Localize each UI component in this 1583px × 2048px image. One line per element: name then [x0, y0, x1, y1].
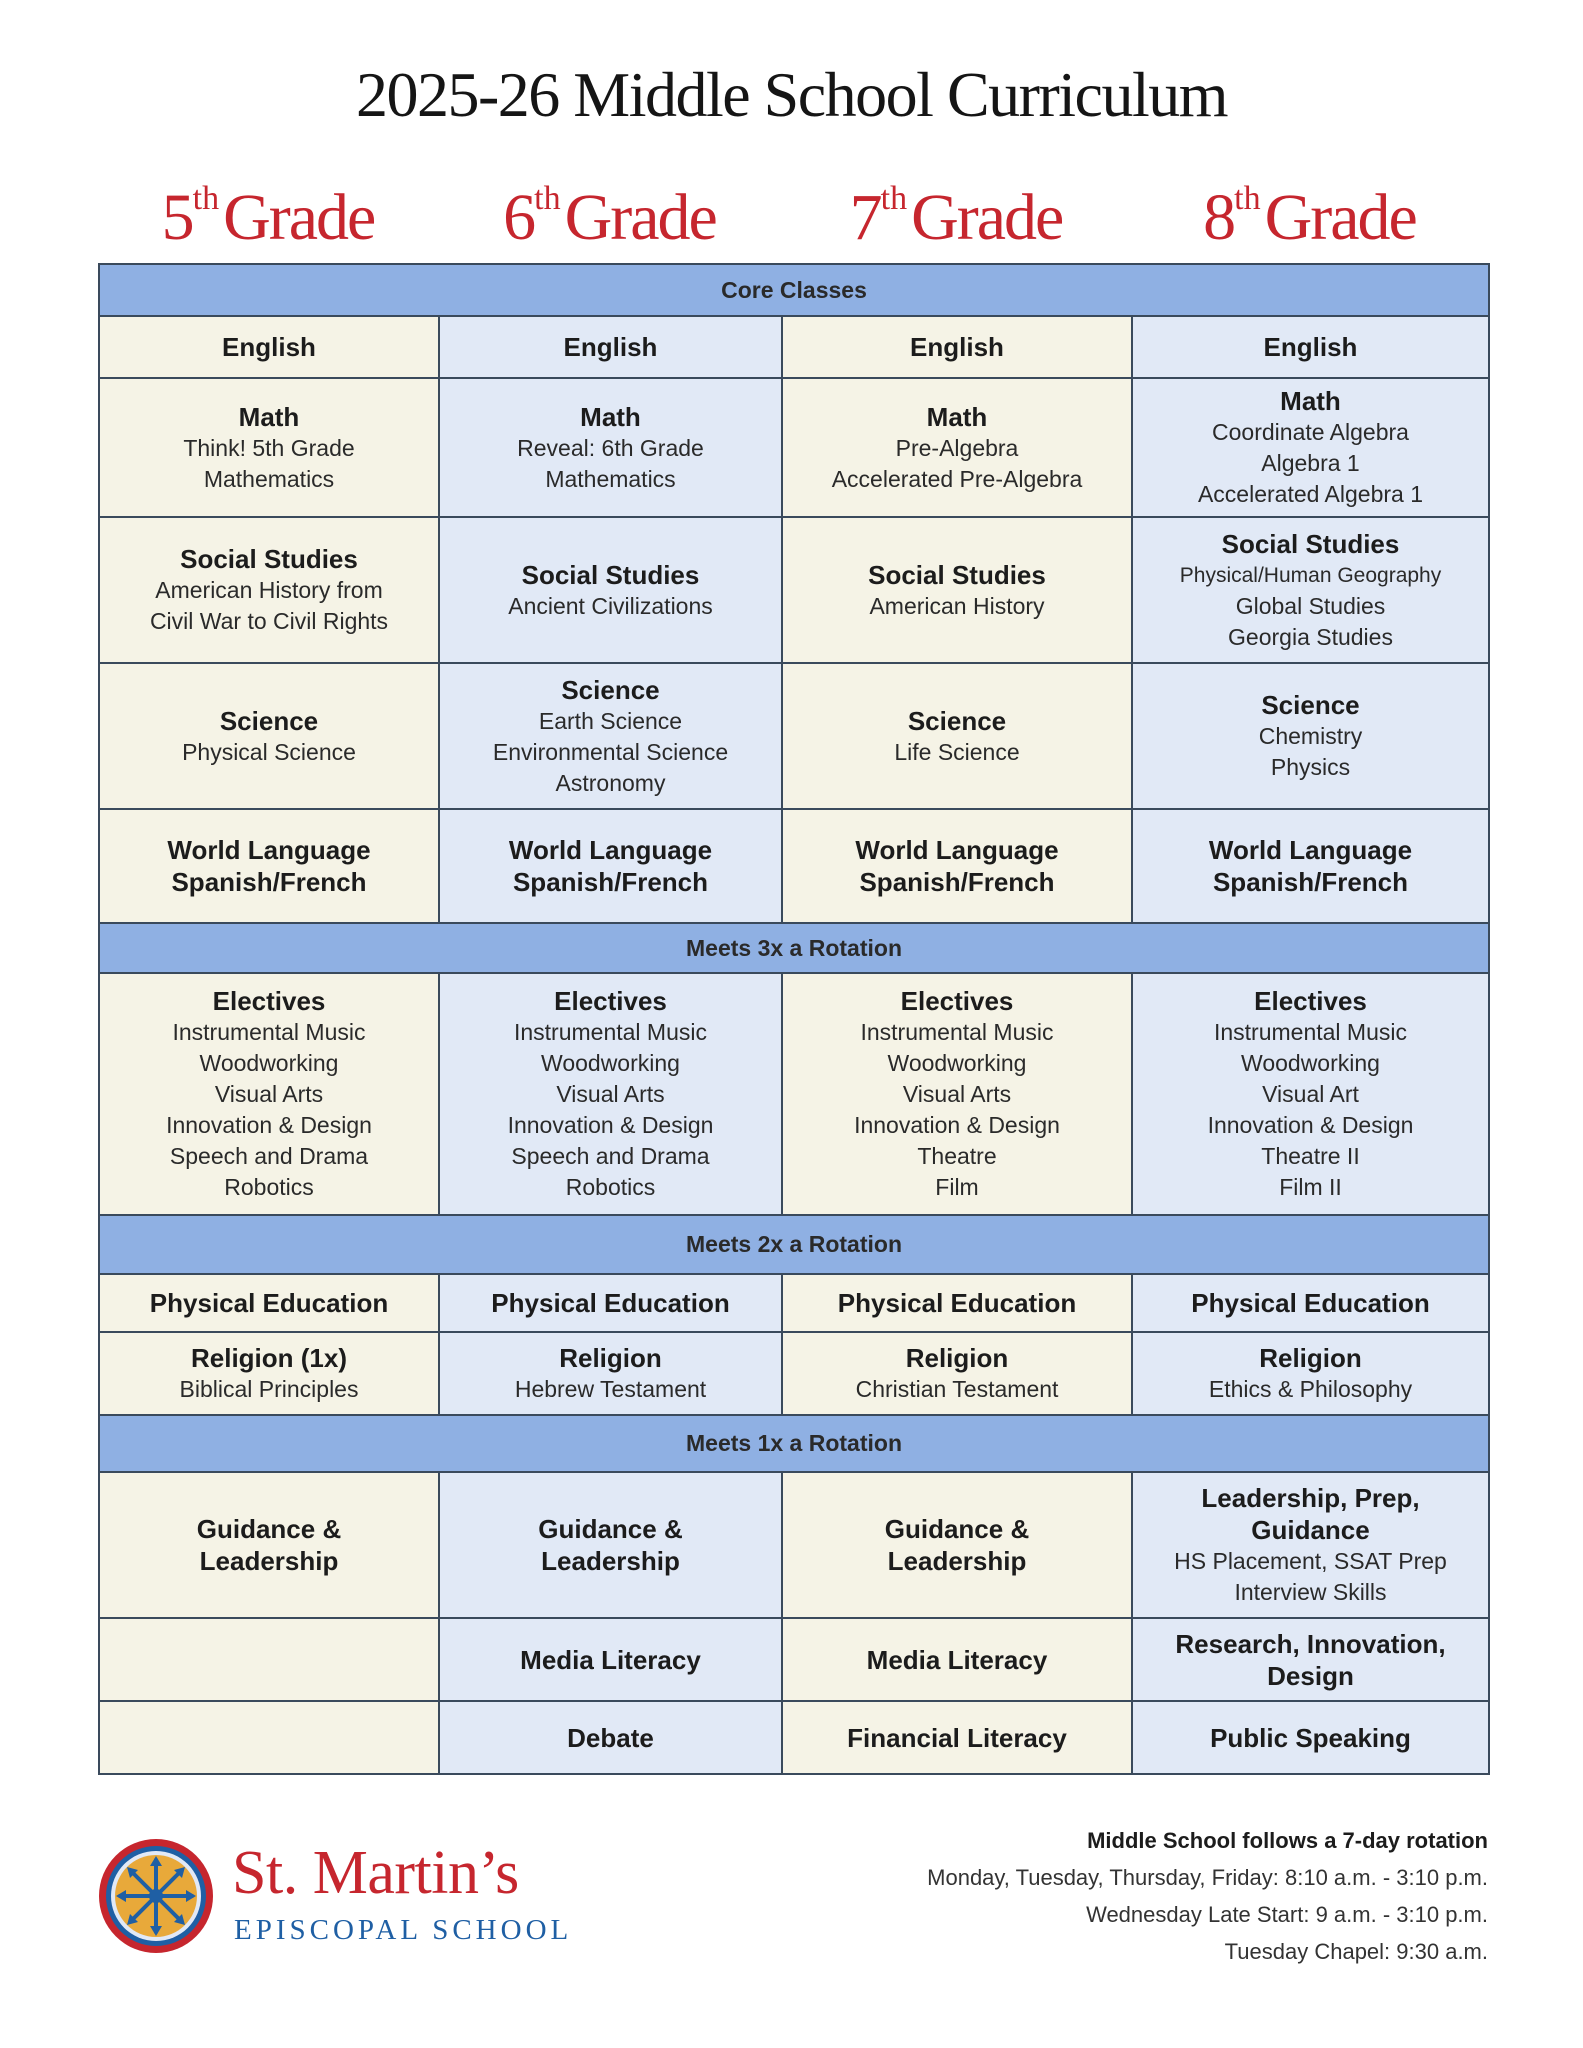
- course-detail: Ethics & Philosophy: [1208, 1376, 1413, 1402]
- course-title: Social Studies: [180, 544, 358, 574]
- subject-row: [99, 316, 1489, 378]
- schedule-line: Monday, Tuesday, Thursday, Friday: 8:10 a.m. - 3:10 p.m.: [927, 1865, 1488, 1890]
- course-cell: [439, 973, 782, 1215]
- course-cell: [1132, 1332, 1489, 1415]
- course-detail: Civil War to Civil Rights: [149, 608, 389, 634]
- course-cell: [1132, 316, 1489, 378]
- course-title: Leadership: [199, 1546, 339, 1576]
- course-title: Science: [907, 705, 1007, 736]
- course-detail: Physical Science: [182, 738, 356, 765]
- course-title: Social Studies: [1221, 528, 1400, 559]
- course-cell: [439, 1332, 782, 1415]
- course-title: Financial Literacy: [847, 1722, 1067, 1753]
- course-detail: Visual Art: [1262, 1081, 1359, 1107]
- subject-row: [99, 1618, 1489, 1701]
- course-detail: Innovation & Design: [854, 1112, 1060, 1138]
- course-cell: [782, 316, 1132, 378]
- course-title: Physical Education: [491, 1288, 730, 1318]
- course-title: Religion: [905, 1343, 1009, 1373]
- course-cell: [99, 1618, 439, 1701]
- course-detail: Speech and Drama: [169, 1143, 369, 1169]
- course-detail: Hebrew Testament: [514, 1376, 707, 1402]
- course-cell: [782, 1332, 1132, 1415]
- course-detail: Physical/Human Geography: [1179, 563, 1442, 587]
- section-row: [99, 1415, 1489, 1472]
- course-detail: Astronomy: [555, 769, 666, 796]
- course-cell: [1132, 1274, 1489, 1332]
- course-detail: Reveal: 6th Grade: [517, 434, 704, 461]
- school-name: St. Martin’s: [232, 1839, 519, 1907]
- section-header: Meets 2x a Rotation: [99, 1215, 1489, 1274]
- course-cell: [439, 809, 782, 923]
- course-cell: [782, 809, 1132, 923]
- course-title: Media Literacy: [520, 1644, 701, 1675]
- course-cell: [99, 663, 439, 809]
- course-detail: HS Placement, SSAT Prep: [1174, 1548, 1447, 1574]
- course-detail: Film II: [1279, 1174, 1342, 1200]
- course-cell: [439, 378, 782, 517]
- course-title: English: [563, 332, 658, 362]
- course-title: Spanish/French: [512, 867, 709, 897]
- schedule-line: Wednesday Late Start: 9 a.m. - 3:10 p.m.: [1086, 1902, 1488, 1927]
- course-detail: Instrumental Music: [1213, 1019, 1407, 1045]
- subject-row: [99, 973, 1489, 1215]
- course-title: Public Speaking: [1210, 1722, 1411, 1753]
- course-cell: [439, 1472, 782, 1618]
- course-cell: [782, 1618, 1132, 1701]
- course-detail: Earth Science: [538, 707, 683, 734]
- course-title: English: [1263, 332, 1358, 362]
- course-detail: Instrumental Music: [513, 1019, 707, 1045]
- course-detail: Ancient Civilizations: [508, 592, 713, 619]
- course-detail: Environmental Science: [492, 738, 729, 765]
- course-detail: American History from: [155, 577, 383, 603]
- grade-header-8: 8thGrade: [1203, 180, 1416, 254]
- course-cell: [99, 1332, 439, 1415]
- course-title: Electives: [1254, 986, 1367, 1016]
- course-detail: Algebra 1: [1261, 450, 1360, 476]
- course-title: Debate: [567, 1722, 654, 1753]
- course-cell: [782, 1701, 1132, 1774]
- grade-header-6: 6thGrade: [503, 180, 716, 254]
- schedule-line: Tuesday Chapel: 9:30 a.m.: [1224, 1939, 1488, 1964]
- course-title: World Language: [855, 835, 1059, 865]
- subject-row: [99, 1274, 1489, 1332]
- course-title: Guidance: [1251, 1515, 1370, 1545]
- course-cell: [99, 1701, 439, 1774]
- course-cell: [439, 517, 782, 663]
- course-cell: [99, 809, 439, 923]
- course-cell: [99, 1274, 439, 1332]
- course-detail: Global Studies: [1235, 592, 1386, 619]
- course-title: Guidance &: [538, 1514, 683, 1544]
- course-title: Spanish/French: [859, 867, 1055, 897]
- section-row: [99, 264, 1489, 316]
- course-cell: [1132, 973, 1489, 1215]
- course-title: World Language: [508, 835, 713, 865]
- course-title: Math: [1280, 386, 1341, 416]
- section-row: [99, 923, 1489, 973]
- course-title: English: [910, 332, 1004, 362]
- course-detail: Robotics: [565, 1174, 656, 1200]
- subject-row: [99, 663, 1489, 809]
- subject-row: [99, 378, 1489, 517]
- course-detail: Think! 5th Grade: [183, 434, 355, 461]
- course-title: Spanish/French: [171, 867, 367, 897]
- course-title: Design: [1267, 1660, 1354, 1691]
- course-title: Leadership: [887, 1546, 1027, 1576]
- course-detail: Mathematics: [203, 465, 335, 492]
- course-detail: Visual Arts: [902, 1081, 1012, 1107]
- course-title: Social Studies: [521, 559, 700, 590]
- curriculum-table: [98, 263, 1490, 1775]
- course-detail: Innovation & Design: [1207, 1112, 1414, 1138]
- course-cell: [1132, 663, 1489, 809]
- schedule-info: [927, 1822, 1488, 1970]
- course-cell: [1132, 1618, 1489, 1701]
- course-title: Leadership: [541, 1546, 680, 1576]
- course-detail: Visual Arts: [214, 1081, 324, 1107]
- school-logo-icon: [96, 1836, 216, 1956]
- course-cell: [782, 663, 1132, 809]
- course-detail: Instrumental Music: [172, 1019, 366, 1045]
- school-subtitle: EPISCOPAL SCHOOL: [234, 1914, 573, 1946]
- course-title: English: [222, 332, 316, 362]
- section-header: Meets 1x a Rotation: [99, 1415, 1489, 1472]
- course-detail: Chemistry: [1258, 723, 1363, 749]
- course-detail: Theatre II: [1261, 1143, 1360, 1169]
- course-title: Science: [561, 674, 660, 705]
- course-detail: Accelerated Pre-Algebra: [831, 465, 1083, 492]
- course-detail: Mathematics: [545, 465, 676, 492]
- course-title: Social Studies: [868, 559, 1046, 590]
- subject-row: [99, 1332, 1489, 1415]
- grade-header-7: 7thGrade: [849, 180, 1063, 254]
- section-row: [99, 1215, 1489, 1274]
- course-detail: Visual Arts: [556, 1081, 665, 1107]
- course-title: Physical Education: [1191, 1288, 1430, 1318]
- course-title: Guidance &: [196, 1514, 342, 1544]
- course-title: Science: [219, 705, 319, 736]
- course-cell: [99, 1472, 439, 1618]
- course-title: Math: [238, 401, 300, 432]
- course-title: Physical Education: [149, 1288, 389, 1318]
- course-title: Guidance &: [884, 1514, 1030, 1544]
- course-cell: [1132, 517, 1489, 663]
- course-cell: [439, 1701, 782, 1774]
- course-cell: [439, 663, 782, 809]
- course-cell: [1132, 378, 1489, 517]
- course-title: Electives: [900, 986, 1014, 1016]
- course-detail: Innovation & Design: [507, 1112, 714, 1138]
- subject-row: [99, 1472, 1489, 1618]
- page-title: 2025-26 Middle School Curriculum: [355, 59, 1228, 130]
- section-header: Meets 3x a Rotation: [99, 923, 1489, 973]
- course-cell: [782, 1274, 1132, 1332]
- grade-header-5: 5thGrade: [161, 180, 375, 254]
- course-title: Electives: [554, 986, 667, 1016]
- course-title: Spanish/French: [1212, 867, 1409, 897]
- course-cell: [782, 378, 1132, 517]
- course-detail: Film: [935, 1174, 979, 1200]
- course-cell: [782, 517, 1132, 663]
- course-detail: Woodworking: [199, 1050, 339, 1076]
- course-title: Electives: [212, 986, 326, 1016]
- grade-headers: [98, 180, 1488, 260]
- course-detail: Georgia Studies: [1228, 623, 1393, 650]
- course-detail: Physics: [1270, 754, 1351, 780]
- subject-row: [99, 1701, 1489, 1774]
- course-title: Math: [926, 401, 988, 432]
- course-detail: Interview Skills: [1234, 1579, 1387, 1605]
- course-cell: [782, 973, 1132, 1215]
- course-detail: Christian Testament: [855, 1376, 1059, 1402]
- section-header: Core Classes: [99, 264, 1489, 316]
- course-title: Religion (1x): [190, 1343, 347, 1373]
- course-title: Leadership, Prep,: [1201, 1483, 1420, 1513]
- course-cell: [782, 1472, 1132, 1618]
- course-title: Religion: [1259, 1343, 1362, 1373]
- course-detail: Biblical Principles: [179, 1376, 359, 1402]
- course-title: Media Literacy: [866, 1644, 1048, 1675]
- course-detail: Woodworking: [887, 1050, 1027, 1076]
- course-cell: [99, 517, 439, 663]
- course-cell: [439, 316, 782, 378]
- subject-row: [99, 809, 1489, 923]
- course-detail: Speech and Drama: [511, 1143, 710, 1169]
- course-detail: American History: [869, 592, 1045, 619]
- course-detail: Instrumental Music: [860, 1019, 1054, 1045]
- course-cell: [1132, 809, 1489, 923]
- course-title: Research, Innovation,: [1175, 1628, 1446, 1659]
- course-title: Religion: [559, 1343, 662, 1373]
- course-title: World Language: [167, 835, 371, 865]
- course-cell: [99, 378, 439, 517]
- subject-row: [99, 517, 1489, 663]
- schedule-title: Middle School follows a 7-day rotation: [1087, 1828, 1488, 1853]
- course-detail: Innovation & Design: [166, 1112, 372, 1138]
- course-detail: Life Science: [894, 738, 1020, 765]
- course-title: Physical Education: [837, 1288, 1077, 1318]
- course-title: Science: [1261, 690, 1360, 720]
- course-cell: [1132, 1701, 1489, 1774]
- course-cell: [439, 1274, 782, 1332]
- course-cell: [99, 973, 439, 1215]
- course-cell: [99, 316, 439, 378]
- course-title: Math: [580, 401, 641, 432]
- course-cell: [1132, 1472, 1489, 1618]
- course-detail: Robotics: [224, 1174, 314, 1200]
- course-detail: Woodworking: [541, 1050, 680, 1076]
- course-cell: [439, 1618, 782, 1701]
- course-detail: Pre-Algebra: [895, 434, 1019, 461]
- course-detail: Theatre: [917, 1143, 997, 1169]
- course-detail: Woodworking: [1241, 1050, 1380, 1076]
- course-detail: Accelerated Algebra 1: [1197, 481, 1424, 507]
- course-title: World Language: [1208, 835, 1413, 865]
- course-detail: Coordinate Algebra: [1212, 419, 1409, 445]
